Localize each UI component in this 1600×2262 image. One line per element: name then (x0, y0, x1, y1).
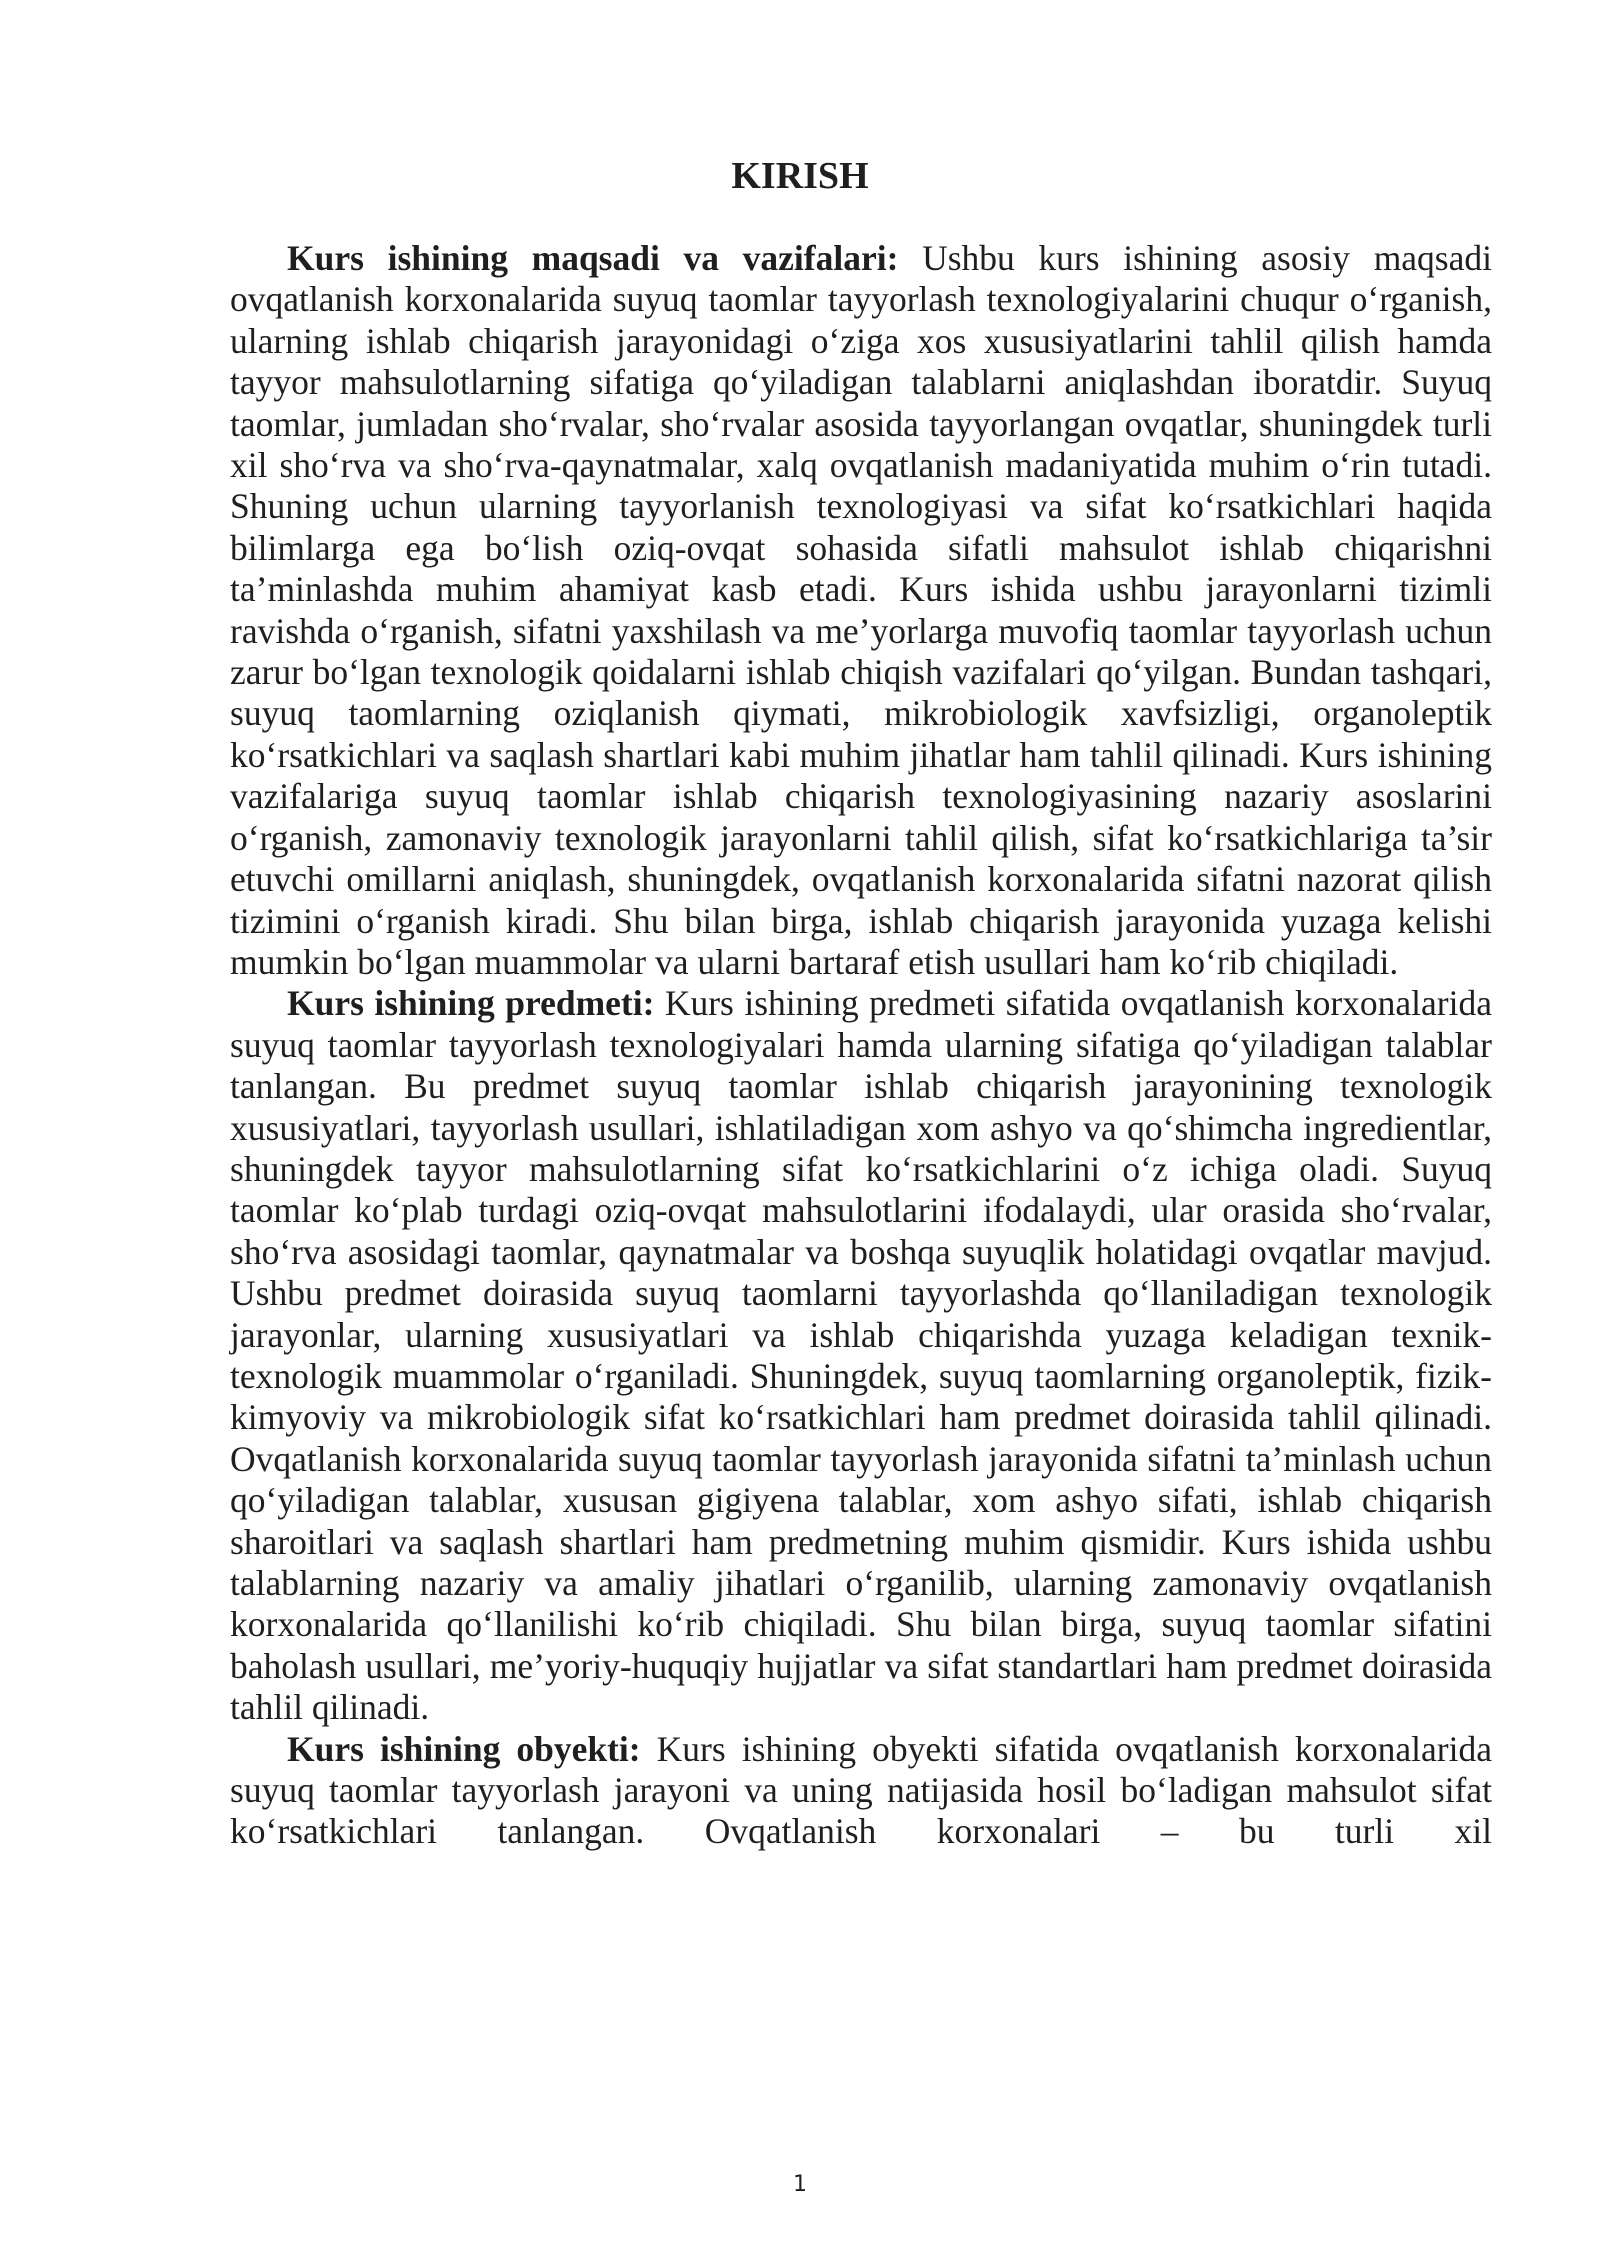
paragraph-lead: Kurs ishining obyekti: (287, 1728, 641, 1769)
paragraph-object (230, 1729, 1492, 1853)
paragraph-goals (230, 238, 1492, 983)
paragraph-text: Ushbu kurs ishining asosiy maqsadi ovqatlanish korxonalarida suyuq taomlar tayyorlash texnologiyalarini chuqur o‘rganish, ularning ishlab chiqarish jarayonidagi o‘ziga xos xususiyatlarini tahlil qilish hamda tayyor mahsulotlarning sifatiga qo‘yiladigan talablarni aniqlashdan iboratdir. Suyuq taomlar, jumladan sho‘rvalar, sho‘rvalar asosida tayyorlangan ovqatlar, shuningdek turli xil sho‘rva va sho‘rva-qaynatmalar, xalq ovqatlanish madaniyatida muhim o‘rin tutadi. Shuning uchun ularning tayyorlanish texnologiyasi va sifat ko‘rsatkichlari haqida bilimlarga ega bo‘lish oziq-ovqat sohasida sifatli mahsulot ishlab chiqarishni ta’minlashda muhim ahamiyat kasb etadi. Kurs ishida ushbu jarayonlarni tizimli ravishda o‘rganish, sifatni yaxshilash va me’yorlarga muvofiq taomlar tayyorlash uchun zarur bo‘lgan texnologik qoidalarni ishlab chiqish vazifalari qo‘yilgan. Bundan tashqari, suyuq taomlarning oziqlanish qiymati, mikrobiologik xavfsizligi, organoleptik ko‘rsatkichlari va saqlash shartlari kabi muhim jihatlar ham tahlil qilinadi. Kurs ishining vazifalariga suyuq taomlar ishlab chiqarish texnologiyasining nazariy asoslarini o‘rganish, zamonaviy texnologik jarayonlarni tahlil qilish, sifat ko‘rsatkichlariga ta’sir etuvchi omillarni aniqlash, shuningdek, ovqatlanish korxonalarida sifatni nazorat qilish tizimini o‘rganish kiradi. Shu bilan birga, ishlab chiqarish jarayonida yuzaga kelishi mumkin bo‘lgan muammolar va ularni bartaraf etish usullari ham ko‘rib chiqiladi. (230, 238, 1492, 982)
document-body (230, 238, 1492, 1853)
paragraph-lead: Kurs ishining predmeti: (287, 983, 655, 1024)
paragraph-lead: Kurs ishining maqsadi va vazifalari: (287, 238, 899, 278)
page-title: KIRISH (731, 155, 869, 197)
paragraph-text: Kurs ishining predmeti sifatida ovqatlanish korxonalarida suyuq taomlar tayyorlash texnologiyalari hamda ularning sifatiga qo‘yiladigan talablar tanlangan. Bu predmet suyuq taomlar ishlab chiqarish jarayonining texnologik xususiyatlari, tayyorlash usullari, ishlatiladigan xom ashyo va qo‘shimcha ingredientlar, shuningdek tayyor mahsulotlarning sifat ko‘rsatkichlarini o‘z ichiga oladi. Suyuq taomlar ko‘plab turdagi oziq-ovqat mahsulotlarini ifodalaydi, ular orasida sho‘rvalar, sho‘rva asosidagi taomlar, qaynatmalar va boshqa suyuqlik holatidagi ovqatlar mavjud. Ushbu predmet doirasida suyuq taomlarni tayyorlashda qo‘llaniladigan texnologik jarayonlar, ularning xususiyatlari va ishlab chiqarishda yuzaga keladigan texnik-texnologik muammolar o‘rganiladi. Shuningdek, suyuq taomlarning organoleptik, fizik-kimyoviy va mikrobiologik sifat ko‘rsatkichlari ham predmet doirasida tahlil qilinadi. Ovqatlanish korxonalarida suyuq taomlar tayyorlash jarayonida sifatni ta’minlash uchun qo‘yiladigan talablar, xususan gigiyena talablar, xom ashyo sifati, ishlab chiqarish sharoitlari va saqlash shartlari ham predmetning muhim qismidir. Kurs ishida ushbu talablarning nazariy va amaliy jihatlari o‘rganilib, ularning zamonaviy ovqatlanish korxonalarida qo‘llanilishi ko‘rib chiqiladi. Shu bilan birga, suyuq taomlar sifatini baholash usullari, me’yoriy-huquqiy hujjatlar va sifat standartlari ham predmet doirasida tahlil qilinadi. (230, 983, 1492, 1728)
page-number: 1 (793, 2172, 807, 2197)
paragraph-subject (230, 983, 1492, 1728)
paragraph-text: Kurs ishining obyekti sifatida ovqatlanish korxonalarida suyuq taomlar tayyorlash jarayoni va uning natijasida hosil bo‘ladigan mahsulot sifat ko‘rsatkichlari tanlangan. Ovqatlanish korxonalari – bu turli xil (230, 1728, 1492, 1852)
